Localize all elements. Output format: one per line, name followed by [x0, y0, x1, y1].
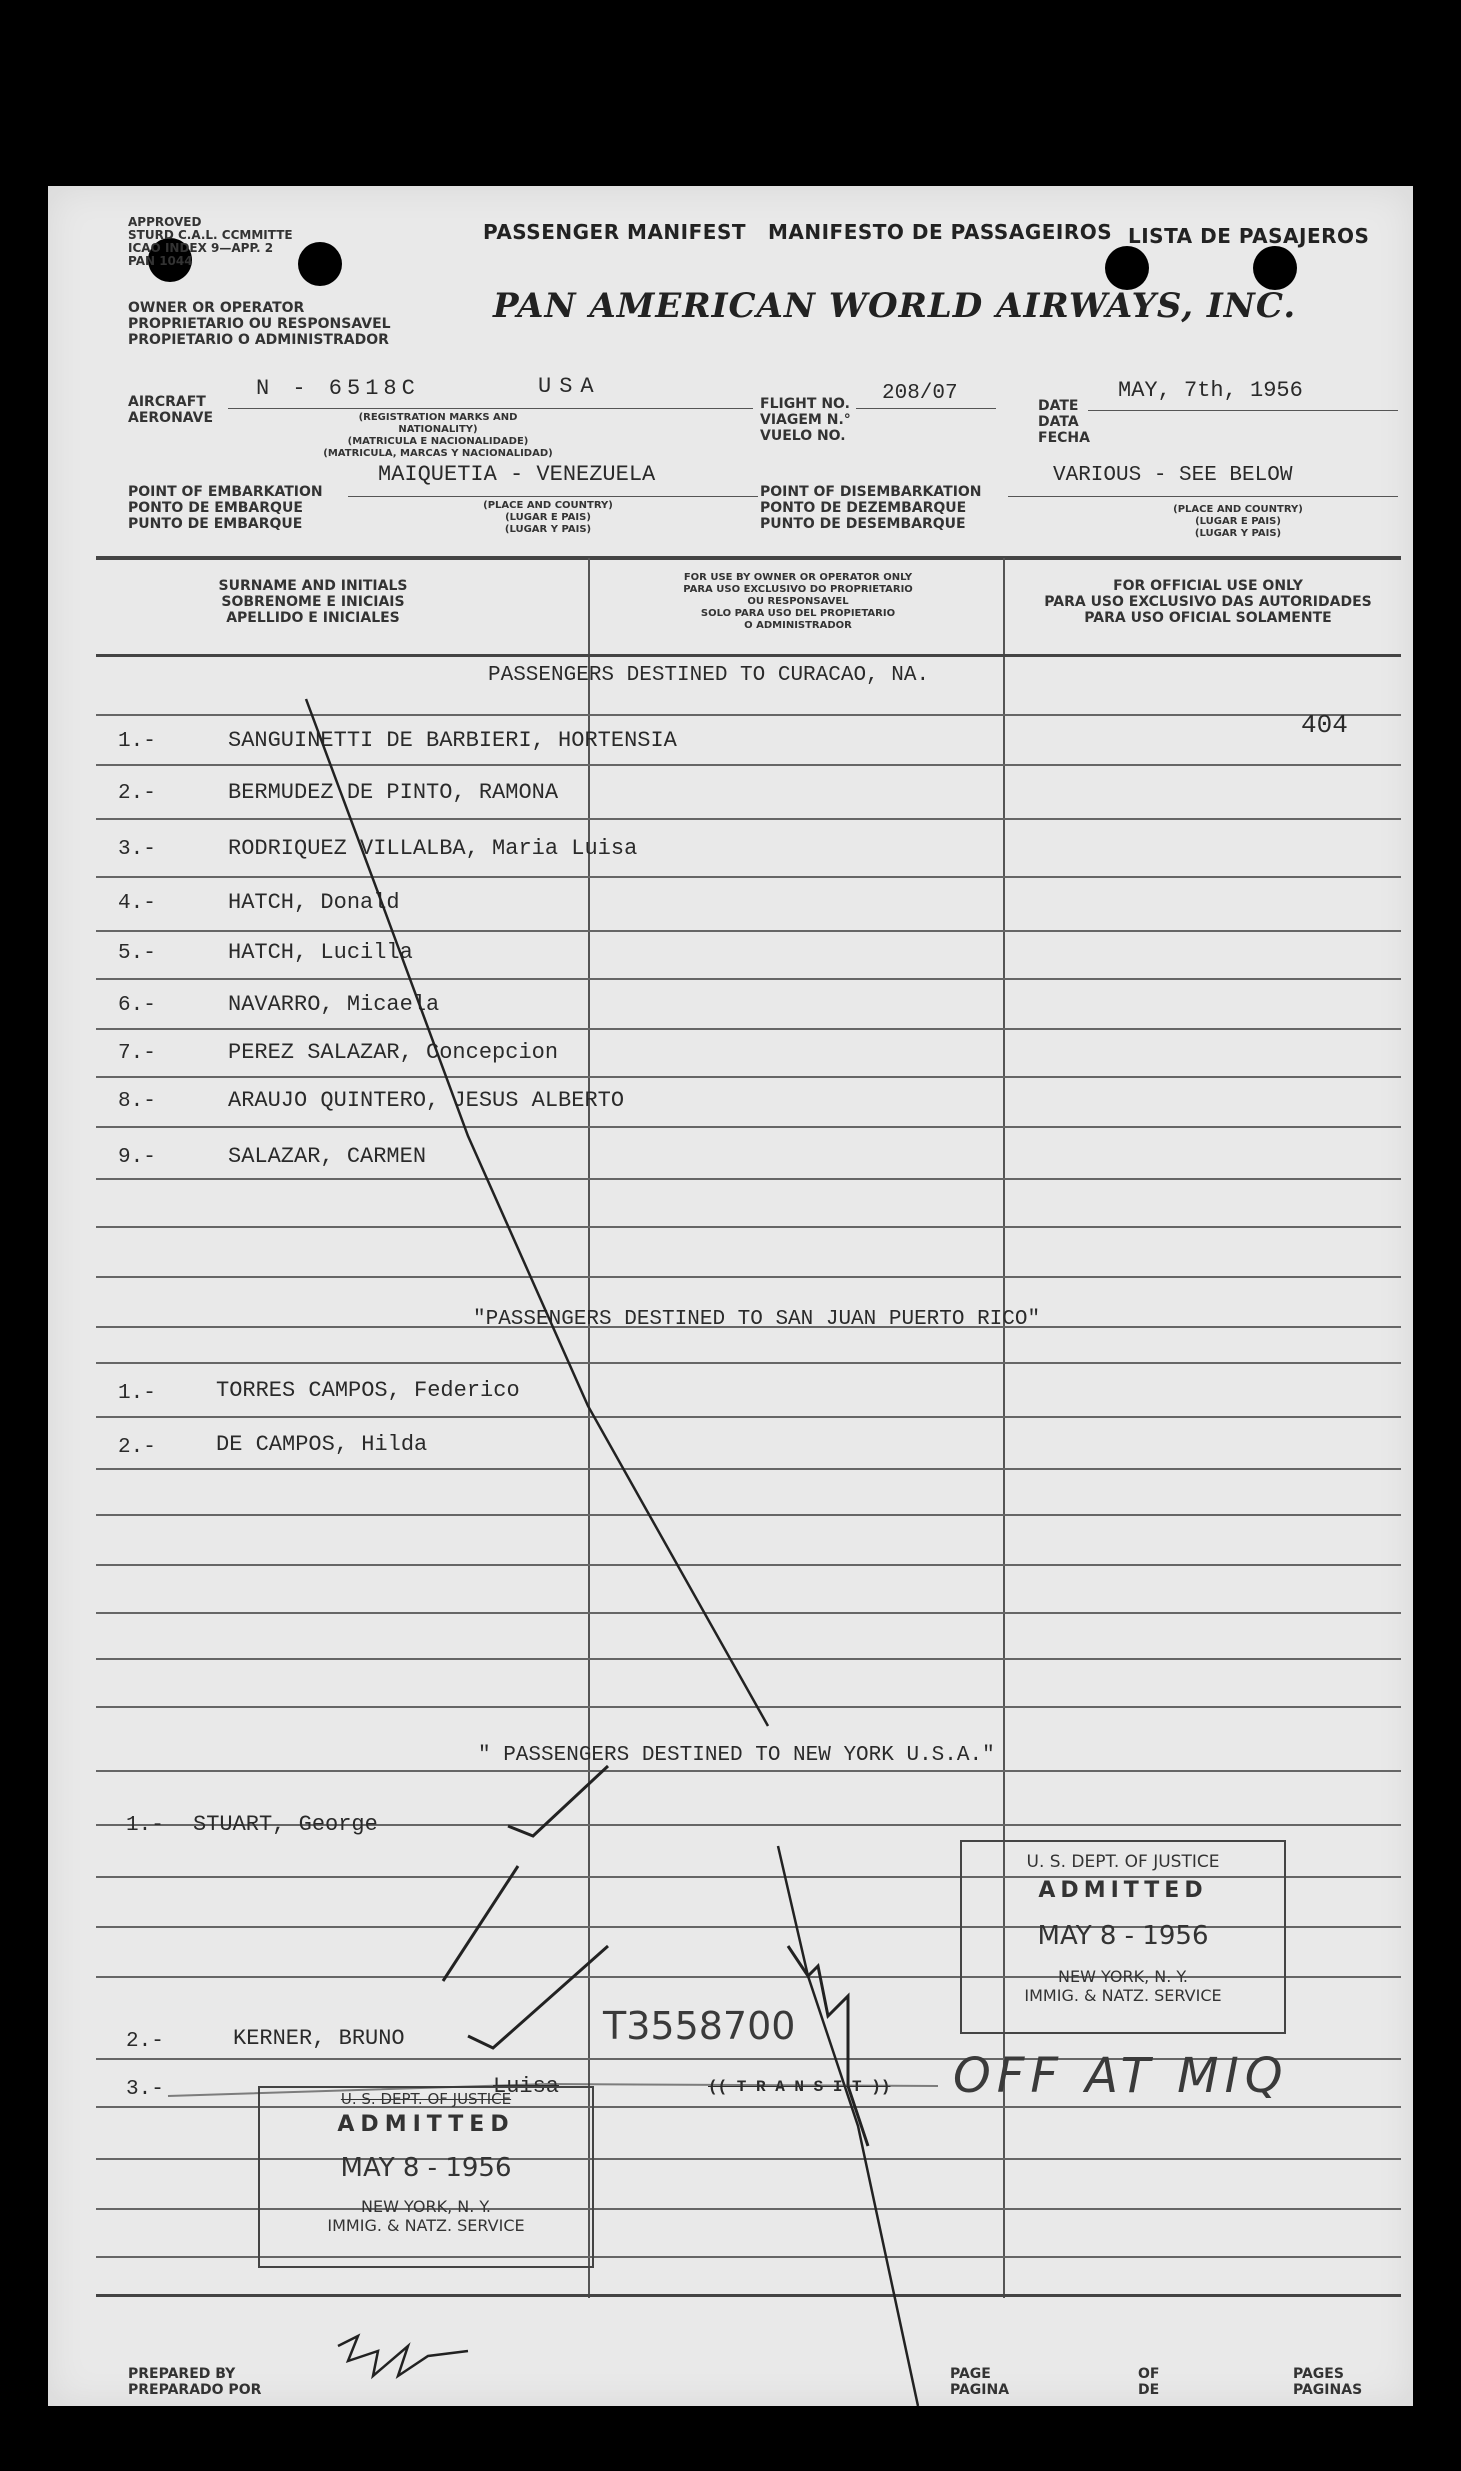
passenger-name: PEREZ SALAZAR, Concepcion: [228, 1040, 559, 1065]
stamp-city: NEW YORK, N. Y.: [360, 2197, 491, 2216]
embarkation-value: MAIQUETIA - VENEZUELA: [378, 462, 656, 487]
disembarkation-value: VARIOUS - SEE BELOW: [1053, 464, 1293, 487]
passenger-name: RODRIQUEZ VILLALBA, Maria Luisa: [228, 836, 638, 861]
title-spanish: LISTA DE PASAJEROS: [1128, 224, 1370, 248]
passenger-number: 1.-: [126, 1814, 164, 1837]
embark-label: POINT OF EMBARKATION: [128, 484, 323, 500]
check-mark: [508, 1766, 608, 1836]
nationality-value: USA: [538, 374, 602, 399]
caption-line: (LUGAR Y PAIS): [1194, 528, 1282, 539]
passenger-name: NAVARRO, Micaela: [228, 992, 440, 1017]
title-english: PASSENGER MANIFEST: [483, 220, 746, 244]
airline-name: PAN AMERICAN WORLD AIRWAYS, INC.: [493, 286, 1297, 326]
flight-label: VUELO NO.: [760, 428, 846, 444]
pen-marks: [48, 186, 1413, 2406]
passenger-name: BERMUDEZ DE PINTO, RAMONA: [228, 780, 559, 805]
approval-line: STURD C.A.L. CCMMITTE: [128, 228, 293, 242]
passenger-name: SANGUINETTI DE BARBIERI, HORTENSIA: [228, 728, 677, 753]
registration-value: N - 6518C: [256, 376, 420, 401]
passenger-number: 1.-: [118, 730, 156, 753]
header-line: PARA USO OFICIAL SOLAMENTE: [1084, 610, 1332, 626]
section-heading-new-york: " PASSENGERS DESTINED TO NEW YORK U.S.A.": [478, 1744, 995, 1767]
passenger-number: 3.-: [118, 838, 156, 861]
caption-line: (PLACE AND COUNTRY): [483, 500, 613, 511]
embark-label: PONTO DE EMBARQUE: [128, 500, 303, 516]
flight-label: VIAGEM N.°: [760, 412, 851, 428]
ticket-number: T3558700: [603, 2004, 796, 2048]
disembark-label: PONTO DE DEZEMBARQUE: [760, 500, 967, 516]
passenger-number: 8.-: [118, 1090, 156, 1113]
transit-mark: (( T R A N S I T )): [708, 2078, 891, 2096]
caption-line: (LUGAR E PAIS): [505, 512, 591, 523]
passenger-number: 2.-: [118, 1436, 156, 1459]
approval-line: APPROVED: [128, 215, 202, 229]
disembark-label: POINT OF DISEMBARKATION: [760, 484, 982, 500]
passenger-name: Luisa: [493, 2074, 560, 2099]
stamp-status: ADMITTED: [1038, 1878, 1208, 1903]
passenger-number: 3.-: [126, 2078, 164, 2101]
caption-line: (MATRICULA E NACIONALIDADE): [347, 436, 529, 447]
aircraft-label: AERONAVE: [128, 410, 214, 426]
passenger-number: 9.-: [118, 1146, 156, 1169]
caption-line: (LUGAR E PAIS): [1195, 516, 1281, 527]
of-label: DE: [1138, 2382, 1160, 2398]
stamp-service: IMMIG. & NATZ. SERVICE: [1024, 1986, 1222, 2005]
manifest-page: [48, 186, 1413, 2406]
header-line: SOLO PARA USO DEL PROPIETARIO: [700, 608, 896, 619]
passenger-name: HATCH, Donald: [228, 890, 400, 915]
date-label: DATA: [1038, 414, 1079, 430]
caption-line: (REGISTRATION MARKS AND NATIONALITY): [358, 412, 518, 435]
stamp-dept: U. S. DEPT. OF JUSTICE: [1026, 1852, 1220, 1872]
passenger-name: KERNER, BRUNO: [233, 2026, 405, 2051]
header-line: FOR OFFICIAL USE ONLY: [1113, 578, 1303, 594]
approval-line: ICAO INDEX 9—APP. 2: [128, 241, 274, 255]
caption-line: (MATRICULA, MARCAS Y NACIONALIDAD): [323, 448, 553, 459]
off-note: OFF AT MIQ: [953, 2048, 1289, 2104]
header-line: FOR USE BY OWNER OR OPERATOR ONLY: [683, 572, 913, 583]
aircraft-label: AIRCRAFT: [128, 394, 206, 410]
flight-number-value: 208/07: [882, 382, 958, 405]
passenger-number: 4.-: [118, 892, 156, 915]
date-label: DATE: [1038, 398, 1079, 414]
flight-label: FLIGHT NO.: [760, 396, 850, 412]
header-line: SOBRENOME E INICIAIS: [221, 594, 405, 610]
passenger-name: ARAUJO QUINTERO, JESUS ALBERTO: [228, 1088, 625, 1113]
stamp-service: IMMIG. & NATZ. SERVICE: [327, 2216, 525, 2235]
passenger-name: SALAZAR, CARMEN: [228, 1144, 427, 1169]
passenger-name: STUART, George: [193, 1812, 378, 1837]
passenger-number: 6.-: [118, 994, 156, 1017]
title-portuguese: MANIFESTO DE PASSAGEIROS: [768, 220, 1113, 244]
diagonal-strike-line: [306, 699, 768, 1726]
row-scribble: [168, 2084, 938, 2096]
page-label: PAGINA: [950, 2382, 1010, 2398]
stamp-date: MAY 8 - 1956: [1037, 1921, 1209, 1951]
check-mark: [443, 1866, 518, 1981]
header-line: PARA USO EXCLUSIVO DAS AUTORIDADES: [1044, 594, 1372, 610]
date-label: FECHA: [1038, 430, 1090, 446]
stamp-city: NEW YORK, N. Y.: [1057, 1967, 1188, 1986]
signature-scribble: [788, 1946, 868, 2146]
owner-label: OWNER OR OPERATOR: [128, 300, 305, 316]
disembark-label: PUNTO DE DESEMBARQUE: [760, 516, 966, 532]
passenger-name: DE CAMPOS, Hilda: [216, 1432, 428, 1457]
initials-scribble: [338, 2336, 468, 2376]
date-value: MAY, 7th, 1956: [1118, 378, 1303, 403]
prepared-label: PREPARADO POR: [128, 2382, 262, 2398]
embark-label: PUNTO DE EMBARQUE: [128, 516, 303, 532]
pages-label: PAGINAS: [1293, 2382, 1363, 2398]
stamp-status: ADMITTED: [337, 2112, 515, 2137]
approval-line: PAN 1044: [128, 254, 193, 268]
owner-label: PROPIETARIO O ADMINISTRADOR: [128, 332, 389, 348]
caption-line: (PLACE AND COUNTRY): [1173, 504, 1303, 515]
header-line: APELLIDO E INICIALES: [226, 610, 400, 626]
header-line: PARA USO EXCLUSIVO DO PROPRIETARIO: [683, 584, 913, 595]
diagonal-strike-line: [778, 1846, 918, 2406]
page-label: PAGE: [950, 2366, 991, 2382]
section-heading-san-juan: "PASSENGERS DESTINED TO SAN JUAN PUERTO RICO": [473, 1308, 1041, 1331]
header-line: SURNAME AND INITIALS: [218, 578, 408, 594]
passenger-number: 2.-: [126, 2030, 164, 2053]
section-heading-curacao: PASSENGERS DESTINED TO CURACAO, NA.: [488, 664, 930, 687]
header-line: OU RESPONSAVEL: [747, 596, 849, 607]
pages-label: PAGES: [1293, 2366, 1344, 2382]
passenger-number: 1.-: [118, 1382, 156, 1405]
of-label: OF: [1138, 2366, 1160, 2382]
check-mark: [468, 1946, 608, 2048]
caption-line: (LUGAR Y PAIS): [504, 524, 592, 535]
passenger-name: TORRES CAMPOS, Federico: [216, 1378, 520, 1403]
passenger-number: 7.-: [118, 1042, 156, 1065]
passenger-name: HATCH, Lucilla: [228, 940, 413, 965]
prepared-label: PREPARED BY: [128, 2366, 236, 2382]
stamp-dept: U. S. DEPT. OF JUSTICE: [340, 2090, 512, 2108]
header-line: O ADMINISTRADOR: [744, 620, 852, 631]
passenger-number: 2.-: [118, 782, 156, 805]
official-count: 404: [1301, 710, 1348, 740]
passenger-number: 5.-: [118, 942, 156, 965]
owner-label: PROPRIETARIO OU RESPONSAVEL: [128, 316, 391, 332]
stamp-date: MAY 8 - 1956: [340, 2153, 512, 2183]
